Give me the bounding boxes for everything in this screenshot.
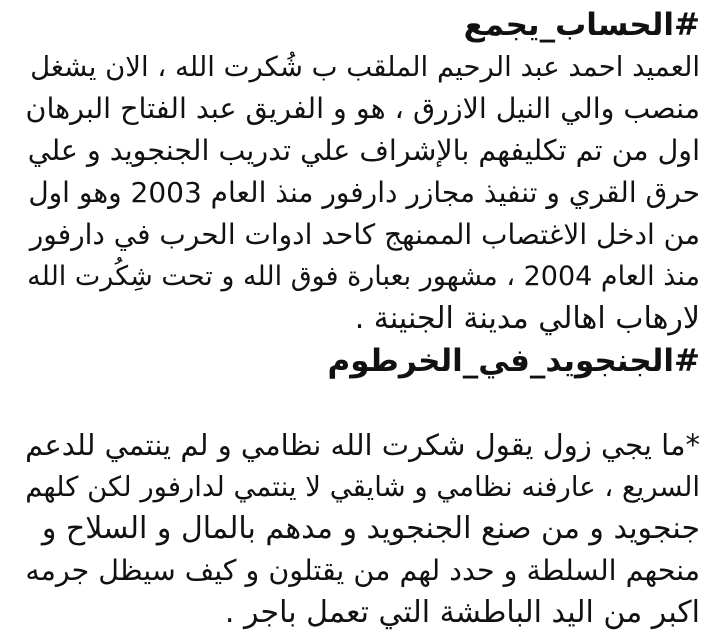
paragraph [20, 424, 700, 634]
paragraph [20, 46, 700, 340]
text-line: منذ العام 2004 ، مشهور بعبارة فوق الله و تحت شِكُرت الله [27, 261, 700, 292]
text-line: من ادخل الاغتصاب الممنهج كاحد ادوات الحرب في دارفور [29, 218, 700, 251]
text-line: حرق القري و تنفيذ مجازر دارفور منذ العام 2003 وهو اول [28, 176, 700, 209]
blank-line [20, 382, 700, 424]
text-line: لارهاب اهالي مدينة الجنينة . [354, 301, 700, 336]
text-line: *ما يجي زول يقول شكرت الله نظامي و لم ينتمي للدعم [25, 428, 700, 462]
hashtag-link[interactable]: #الحساب_يجمع [463, 7, 700, 43]
hashtag-link[interactable]: #الجنجويد_في_الخرطوم [327, 343, 700, 379]
text-line: العميد احمد عبد الرحيم الملقب ب شُكرت الله ، الان يشغل [30, 51, 700, 83]
text-line: السريع ، عارفنه نظامي و شايقي لا ينتمي لدارفور لكن كلهم [25, 471, 700, 503]
text-line: منصب والي النيل الازرق ، هو و الفريق عبد الفتاح البرهان [25, 92, 700, 125]
text-line: منحهم السلطة و حدد لهم من يقتلون و كيف سيظل جرمه [25, 554, 700, 587]
text-line: جنجويد و من صنع الجنجويد و مدهم بالمال و السلاح و [41, 511, 700, 546]
text-line: اول من تم تكليفهم بالإشراف علي تدريب الجنجويد و علي [27, 134, 700, 167]
text-line: اكبر من اليد الباطشة التي تعمل باجر . [224, 595, 700, 630]
